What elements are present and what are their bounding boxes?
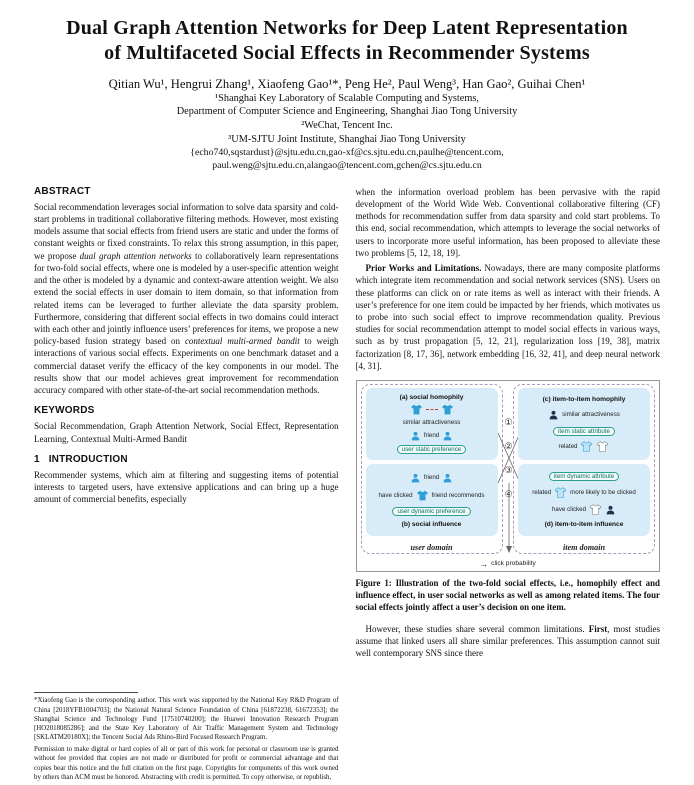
tshirt-icon [416,490,429,501]
user-domain-label: user domain [410,543,453,553]
figure-1 [356,380,661,572]
item-domain-label: item domain [562,543,606,553]
right-column [356,186,661,785]
user-domain-box [361,384,503,554]
two-column-body [34,186,660,785]
user-icon [410,472,421,484]
friend-users-row [410,430,453,442]
email-line-2: paul.weng@sjtu.edu.cn,alangao@tencent.com,gchen@cs.sjtu.edu.cn [212,159,482,171]
limitations-paragraph [356,623,661,660]
user-icon [605,504,616,516]
abstract-seg-3: to weigh interactions of various social effects. Experiments on one benchmark dataset and a commercial dataset verify the efficacy of the key components in our model. The results show that our model achieves great improvement for recommendation accuracy compared with other state-of-the-art social recommendation methods. [34,336,339,396]
user-dynamic-preference-badge: user dynamic preference [392,507,470,516]
tshirt-icon [410,404,423,415]
friend-label: friend [423,474,440,482]
footnote-block [34,685,339,785]
title-line-1: Dual Graph Attention Networks for Deep Latent Representation [66,17,628,39]
panel-item-influence [518,464,650,536]
panel-social-influence [366,464,498,536]
user-static-preference-badge: user static preference [397,445,467,454]
abstract-emphasis-2: contextual multi-armed bandit [184,336,300,347]
affiliation-2: Department of Computer Science and Engineering, Shanghai Jiao Tong University [176,106,518,118]
affiliation-3: ²WeChat, Tencent Inc. [301,120,393,132]
abstract-heading: ABSTRACT [34,185,91,197]
footnote-rule [34,692,138,693]
item-dynamic-attribute-badge: item dynamic attribute [549,472,620,481]
limitations-bold-first: First [588,623,608,634]
email-line-1: {echo740,sqstardust}@sjtu.edu.cn,gao-xf@cs.sjtu.edu.cn,paulhe@tencent.com, [190,146,504,158]
author-list: Qitian Wu¹, Hengrui Zhang¹, Xiaofeng Gao¹*, Peng He², Paul Weng³, Han Gao², Guihai Chen¹ [108,76,586,91]
influence-row [378,490,484,501]
effect-number-3: ③ [504,465,513,476]
item-static-attribute-badge: item static attribute [553,427,615,436]
left-column [34,186,339,785]
prior-works-rest: Nowadays, there are many composite platforms which integrate item recommendation and social network services (SNS). Users on these platforms can click on or rate items as well as interact with their friends. A user’s preference for one item could be impacted by her friends, which motivates us to probe into such social effect to improve recommendation quality. Previous studies for social recommendation attempt to model social effects in various ways, such as by trust propagation [5, 12, 21], regularization loss [19, 38], matrix factorization [8, 17, 36], network embedding [16, 32, 41], and deep neural network [4, 31]. [355,263,660,371]
affiliation-1: ¹Shanghai Key Laboratory of Scalable Computing and Systems, [215,92,479,104]
abstract-seg-1: Social recommendation leverages social information to solve data sparsity and cold-start problems in traditional collaborative filtering methods. However, most existing models assume that social effects from friend users are static and under the forms of constant weights or fixed constraints. To relax this strong assumption, in this paper, we propose [34,201,339,261]
tshirt-icon [589,504,602,515]
limitations-seg-1: However, these studies share several common limitations. [365,623,589,634]
limitations-seg-2: , most studies assume that linked users all share similar preferences. This assumption cannot suit well contemporary SNS since there [355,623,660,659]
figure-1-caption: Figure 1: Illustration of the two-fold social effects, i.e., homophily effect and influence effect, in user social networks as well as among related items. The four social effects jointly affect a user’s decision on one item. [355,578,660,612]
keywords-heading: KEYWORDS [34,405,95,417]
effect-number-4: ④ [504,489,513,500]
user-icon [442,430,453,442]
introduction-heading: 1 INTRODUCTION [34,453,128,465]
tshirt-icon [580,441,593,452]
abstract-text [34,201,339,397]
similar-attractiveness-label: similar attractiveness [402,419,461,427]
panel-c-title: (c) item-to-item homophily [542,395,626,403]
right-arrow-icon: → [479,558,489,569]
friend-recommends-label: friend recommends [431,491,485,499]
related-label: related [558,443,578,451]
panel-a-title: (a) social homophily [399,393,464,401]
user-icon [442,472,453,484]
tshirt-icon [554,487,567,498]
user-icon [410,430,421,442]
friend-users-row [410,472,453,484]
intro-continued-paragraph: when the information overload problem has been pervasive with the rapid development of the World Wide Web. Conventional collaborative filtering (CF) methods for recommendation suffer from data sparsity and cold start problems. To this end, social recommendation, which attempts to leverage the social networks of users to incorporate more useful information, has been proposed to alleviate these two problems [5, 12, 18, 19]. [355,186,660,258]
tshirt-icon [596,441,609,452]
click-probability-label: click probability [491,560,536,568]
have-clicked-label: have clicked [551,506,587,514]
abstract-seg-2: to collaboratively learn representations for two-fold social effects, where one is modeled by a user-specific attention weight and the other is modeled by a dynamic and context-aware attention weight. We also extend the social effects in user domain to item domain, so that information from related items can be leveraged to further alleviate the data sparsity problem. Furthermore, considering that different social effects in two domains could interact with each other and jointly influence users’ preferences for items, we propose a new policy-based fusion strategy based on [34,250,339,347]
footnote-permission: Permission to make digital or hard copies of all or part of this work for personal or classroom use is granted without fee provided that copies are not made or distributed for profit or commercial advantage and that copies bear this notice and the full citation on the first page. Copyrights for components of this work owned by others than ACM must be honored. Abstracting with credit is permitted. To copy otherwise, or republish, [34,746,339,781]
prior-works-lead: Prior Works and Limitations. [365,263,482,274]
more-likely-row [532,487,636,498]
dashed-similarity-link [426,409,438,410]
affiliation-4: ³UM-SJTU Joint Institute, Shanghai Jiao Tong University [228,133,466,145]
item-domain-box [513,384,655,554]
abstract-emphasis-1: dual graph attention networks [79,250,192,261]
title-line-2: of Multifaceted Social Effects in Recommender Systems [104,41,590,64]
keywords-text: Social Recommendation, Graph Attention Network, Social Effect, Representation Learning, Contextual Multi-Armed Bandit [34,421,339,444]
prior-works-paragraph [356,262,661,372]
effect-number-1: ① [504,417,513,428]
paper-title [34,16,660,66]
related-items-row [559,441,610,452]
panel-d-title: (d) item-to-item influence [544,521,624,529]
panel-b-title: (b) social influence [401,521,462,529]
related-label: related [532,488,552,496]
more-likely-label: more likely to be clicked [570,488,636,496]
introduction-paragraph: Recommender systems, which aim at filtering and suggesting items of potential interests to targeted users, have extensive applications and can bring up a huge amount of commercial benefits, especially [34,469,339,505]
similar-attractiveness-row [548,409,620,421]
have-clicked-row [552,504,616,516]
panel-item-homophily [518,388,650,460]
similar-users-items-row [410,404,454,415]
have-clicked-label: have clicked [378,491,413,499]
friend-label: friend [423,432,440,440]
footnote-funding: *Xiaofeng Gao is the corresponding author. This work was supported by the National Key R&D Program of China [2018YFB1004703]; the National Natural Science Foundation of China [61872238, 61672353]; the Shanghai Science and Technology Fund [17510740200]; the Huawei Innovation Research Program [HO2018085286]; and the State Key Laboratory of Air Traffic Management System and Technology [SKLATM20180X]; the Tencent Social Ads Rhino-Bird Focused Research Program. [34,697,339,742]
similar-attractiveness-label: similar attractiveness [562,411,620,419]
paper-header [34,16,660,173]
user-icon [548,409,559,421]
click-probability-row [357,560,660,569]
effect-number-2: ② [504,441,513,452]
panel-social-homophily [366,388,498,460]
tshirt-icon [441,404,454,415]
